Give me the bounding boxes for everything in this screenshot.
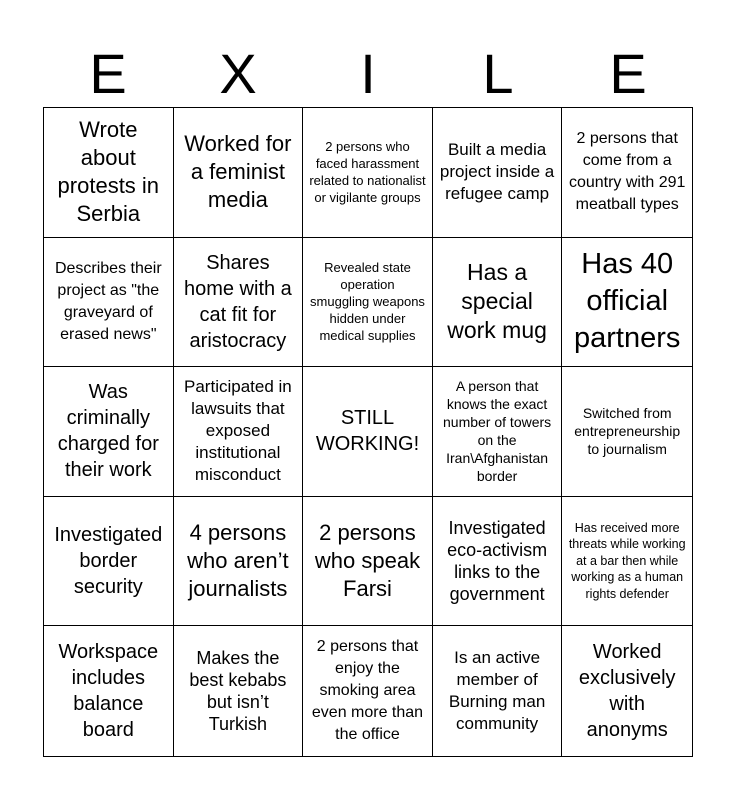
bingo-cell-r3c3[interactable] — [303, 367, 433, 497]
bingo-cell-r5c5[interactable] — [562, 626, 692, 756]
bingo-cell-r2c4[interactable] — [433, 238, 563, 368]
bingo-cell-text: Has received more threats while working at a bar then while working as a human rights defender — [568, 520, 686, 601]
bingo-cell-text: Workspace includes balance board — [58, 641, 159, 742]
bingo-board — [43, 107, 693, 757]
bingo-cell-r3c4[interactable] — [433, 367, 563, 497]
bingo-cell-r2c2[interactable] — [174, 238, 304, 368]
bingo-cell-r1c2[interactable] — [174, 108, 304, 238]
bingo-cell-text: A person that knows the exact number of towers on the Iran\Afghanistan border — [443, 378, 552, 485]
bingo-cell-text: Revealed state operation smuggling weapons hidden under medical supplies — [310, 260, 425, 344]
bingo-cell-text: Investigated border security — [54, 524, 163, 599]
bingo-cell-text: Investigated eco-activism links to the government — [447, 518, 548, 605]
title-letter-1: E — [89, 42, 127, 105]
bingo-cell-r2c5[interactable] — [562, 238, 692, 368]
bingo-cell-text: Shares home with a cat fit for aristocracy — [183, 251, 292, 352]
bingo-cell-r1c3[interactable] — [303, 108, 433, 238]
bingo-cell-r1c4[interactable] — [433, 108, 563, 238]
bingo-cell-r5c3[interactable] — [303, 626, 433, 756]
bingo-cell-text: Has 40 official partners — [574, 248, 681, 355]
bingo-cell-r4c5[interactable] — [562, 497, 692, 627]
bingo-cell-r4c2[interactable] — [174, 497, 304, 627]
bingo-cell-text: 2 persons who speak Farsi — [314, 520, 421, 602]
title-letter-3: I — [360, 42, 376, 105]
bingo-cell-text: 2 persons that enjoy the smoking area even more than the office — [311, 638, 424, 744]
bingo-cell-text: Worked exclusively with anonyms — [578, 641, 676, 742]
bingo-cell-text: Worked for a feminist media — [184, 131, 292, 213]
bingo-cell-text: Makes the best kebabs but isn’t Turkish — [189, 648, 287, 735]
bingo-cell-r2c3[interactable] — [303, 238, 433, 368]
bingo-cell-text: Switched from entrepreneurship to journalism — [574, 405, 681, 458]
title-letter-5: E — [609, 42, 647, 105]
bingo-cell-text: 2 persons who faced harassment related to nationalist or vigilante groups — [309, 139, 426, 206]
bingo-cell-r4c1[interactable] — [44, 497, 174, 627]
bingo-title — [43, 40, 693, 108]
bingo-cell-r2c1[interactable] — [44, 238, 174, 368]
free-space-text: STILL WORKING! — [315, 407, 420, 456]
bingo-cell-r5c2[interactable] — [174, 626, 304, 756]
bingo-cell-text: Was criminally charged for their work — [57, 381, 159, 482]
title-letter-2: X — [219, 42, 257, 105]
bingo-cell-r1c5[interactable] — [562, 108, 692, 238]
bingo-cell-r5c1[interactable] — [44, 626, 174, 756]
bingo-cell-text: Describes their project as "the graveyard of erased news" — [54, 259, 162, 343]
bingo-cell-text: Is an active member of Burning man community — [448, 648, 546, 734]
bingo-cell-text: Wrote about protests in Serbia — [57, 117, 160, 227]
bingo-cell-r3c1[interactable] — [44, 367, 174, 497]
bingo-cell-r4c3[interactable] — [303, 497, 433, 627]
bingo-cell-text: Built a media project inside a refugee camp — [439, 140, 555, 204]
bingo-cell-text: Participated in lawsuits that exposed institutional misconduct — [184, 377, 292, 485]
bingo-cell-text: 2 persons that come from a country with 291 meatball types — [568, 130, 686, 214]
bingo-cell-r3c2[interactable] — [174, 367, 304, 497]
bingo-cell-text: 4 persons who aren’t journalists — [187, 520, 289, 602]
bingo-cell-r4c4[interactable] — [433, 497, 563, 627]
title-letter-4: L — [482, 42, 514, 105]
bingo-cell-r3c5[interactable] — [562, 367, 692, 497]
bingo-cell-text: Has a special work mug — [447, 259, 547, 344]
bingo-cell-r1c1[interactable] — [44, 108, 174, 238]
bingo-cell-r5c4[interactable] — [433, 626, 563, 756]
